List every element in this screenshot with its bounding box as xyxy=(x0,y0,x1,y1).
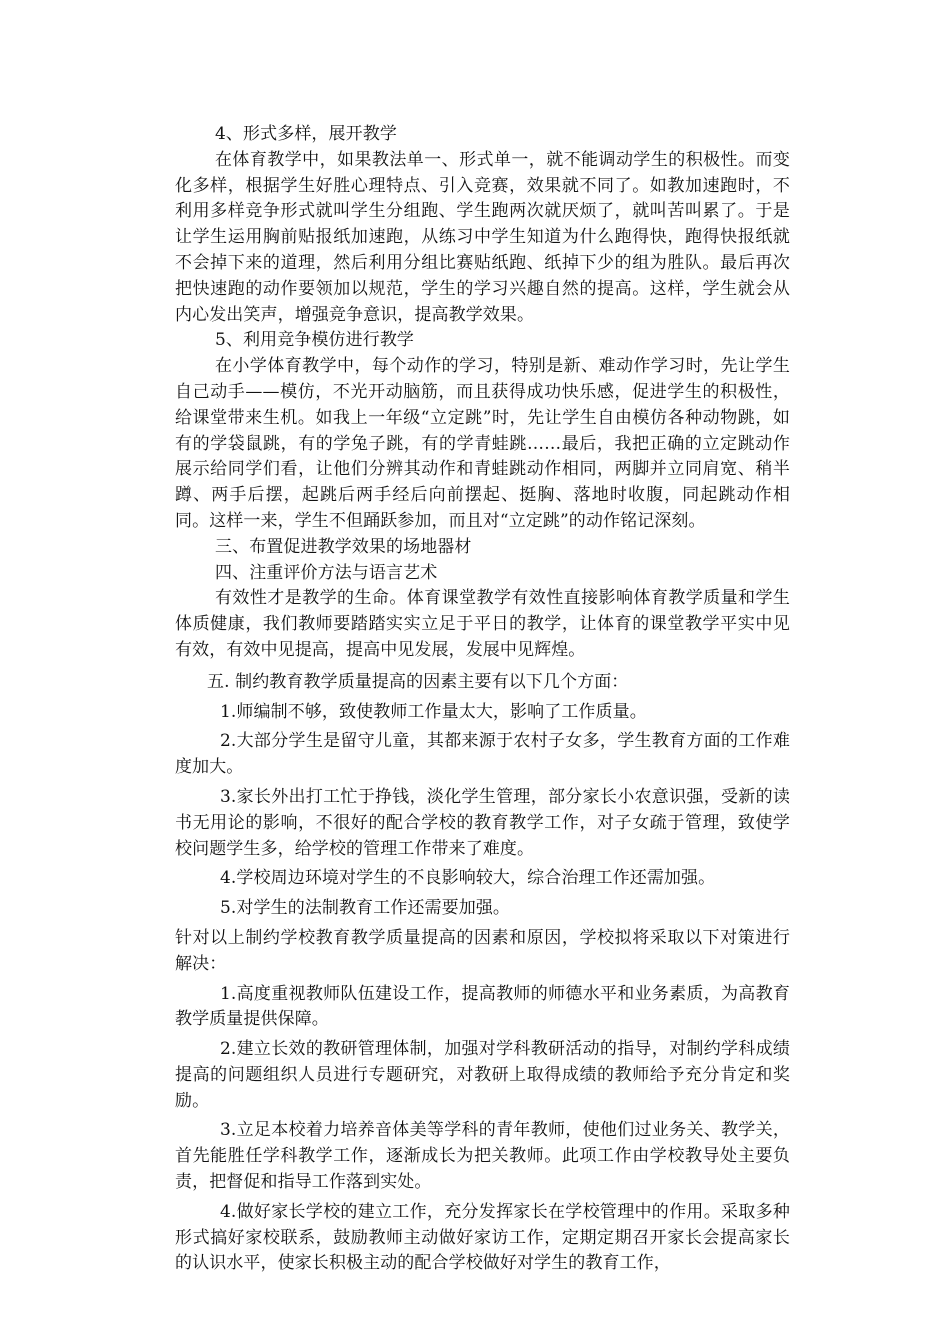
section-heading: 三、布置促进教学效果的场地器材 xyxy=(215,536,472,557)
list-item: 3.家长外出打工忙于挣钱，淡化学生管理，部分家长小农意识强，受新的读书无用论的影响，不很好的配合学校的教育教学工作，对子女疏于管理，致使学校问题学生多，给学校的管理工作带来了难度。 xyxy=(175,786,790,859)
section-heading: 4、形式多样，展开教学 xyxy=(215,124,397,144)
list-item: 5.对学生的法制教育工作还需要加强。 xyxy=(220,898,511,919)
document-body xyxy=(175,122,790,1277)
list-item: 2.大部分学生是留守儿童，其都来源于农村子女多，学生教育方面的工作难度加大。 xyxy=(175,731,790,778)
body-paragraph: 针对以上制约学校教育教学质量提高的因素和原因，学校拟将采取以下对策进行解决： xyxy=(175,927,790,974)
body-paragraph: 在小学体育教学中，每个动作的学习，特别是新、难动作学习时，先让学生自己动手——模仿，不光开动脑筋，而且获得成功快乐感，促进学生的积极性，给课堂带来生机。如我上一年级“立定跳”时，先让学生自由模仿各种动物跳，如有的学袋鼠跳，有的学兔子跳，有的学青蛙跳……最后，我把正确的立定跳动作展示给同学们看，让他们分辨其动作和青蛙跳动作相同，两脚并立同肩宽、稍半蹲、两手后摆，起跳后两手经后向前摆起、挺胸、落地时收腹，同起跳动作相同。这样一来，学生不但踊跃参加，而且对“立定跳”的动作铭记深刻。 xyxy=(175,356,790,531)
section-heading: 五. 制约教育教学质量提高的因素主要有以下几个方面： xyxy=(207,671,629,692)
list-item: 2.建立长效的教研管理体制，加强对学科教研活动的指导，对制约学科成绩提高的问题组织人员进行专题研究，对教研上取得成绩的教师给予充分肯定和奖励。 xyxy=(175,1039,790,1111)
body-paragraph: 在体育教学中，如果教法单一、形式单一，就不能调动学生的积极性。而变化多样，根据学生好胜心理特点、引入竞赛，效果就不同了。如教加速跑时，不利用多样竞争形式就叫学生分组跑、学生跑两次就厌烦了，就叫苦叫累了。于是让学生运用胸前贴报纸加速跑，从练习中学生知道为什么跑得快，跑得快报纸就不会掉下来的道理，然后利用分组比赛贴纸跑、纸掉下少的组为胜队。最后再次把快速跑的动作要领加以规范，学生的学习兴趣自然的提高。这样，学生就会从内心发出笑声，增强竞争意识，提高教学效果。 xyxy=(175,149,790,325)
list-item: 3.立足本校着力培养音体美等学科的青年教师，使他们过业务关、教学关，首先能胜任学科教学工作，逐渐成长为把关教师。此项工作由学校教导处主要负责，把督促和指导工作落到实处。 xyxy=(175,1120,790,1193)
list-item: 4.做好家长学校的建立工作，充分发挥家长在学校管理中的作用。采取多种形式搞好家校联系，鼓励教师主动做好家访工作，定期定期召开家长会提高家长的认识水平，使家长积极主动的配合学校做好对学生的教育工作， xyxy=(175,1201,790,1274)
list-item: 1.高度重视教师队伍建设工作，提高教师的师德水平和业务素质，为高教育教学质量提供保障。 xyxy=(175,983,790,1030)
section-heading: 5、利用竞争模仿进行教学 xyxy=(215,330,415,351)
body-paragraph: 有效性才是教学的生命。体育课堂教学有效性直接影响体育教学质量和学生体质健康，我们教师要踏踏实实立足于平日的教学，让体育的课堂教学平实中见有效，有效中见提高，提高中见发展，发展中见辉煌。 xyxy=(175,588,790,660)
section-heading: 四、注重评价方法与语言艺术 xyxy=(215,562,438,583)
list-item: 4.学校周边环境对学生的不良影响较大，综合治理工作还需加强。 xyxy=(220,868,716,889)
list-item: 1.师编制不够，致使教师工作量太大，影响了工作质量。 xyxy=(220,701,647,722)
